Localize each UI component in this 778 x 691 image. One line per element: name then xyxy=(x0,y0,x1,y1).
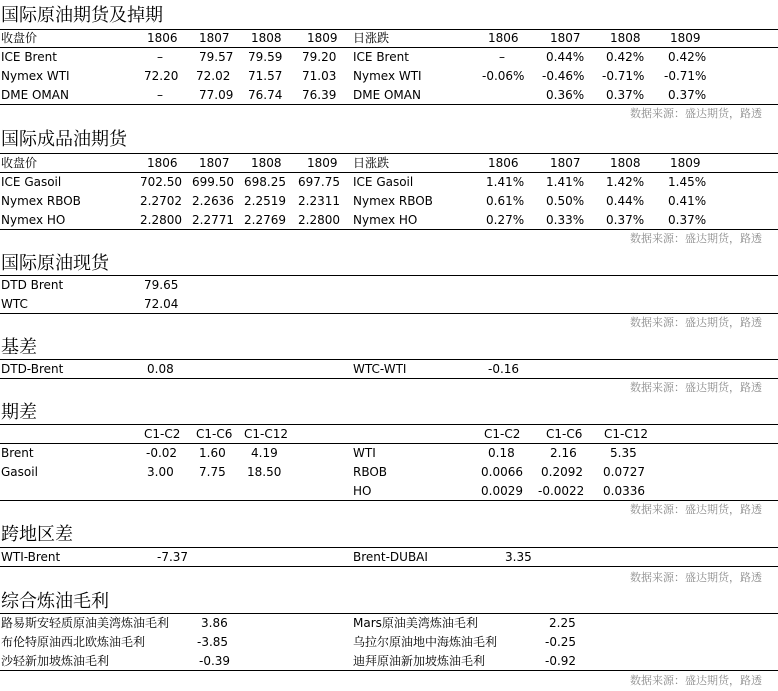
cell-value: 1.41% xyxy=(546,175,585,189)
source-note: 数据来源：盛达期货，路透 xyxy=(630,503,762,516)
header-divider xyxy=(0,172,778,173)
row-label: ICE Brent xyxy=(353,50,409,64)
section-divider xyxy=(0,359,778,360)
cell-value: 0.0336 xyxy=(603,484,645,498)
cell-value: 0.37% xyxy=(606,213,645,227)
row-label: 路易斯安轻质原油美湾炼油毛利 xyxy=(1,616,170,630)
section-divider xyxy=(0,670,778,671)
col-header: 1807 xyxy=(550,156,581,170)
cell-value: 0.42% xyxy=(668,50,707,64)
cell-value: – xyxy=(157,88,163,102)
cell-value: -0.46% xyxy=(542,69,585,83)
section-divider xyxy=(0,275,778,276)
cell-value: -0.92 xyxy=(545,654,577,668)
cell-value: 2.2800 xyxy=(140,213,182,227)
cell-value: -0.71% xyxy=(602,69,645,83)
cell-value: 0.37% xyxy=(668,88,707,102)
col-header: 1808 xyxy=(251,31,282,45)
cell-value: 1.42% xyxy=(606,175,645,189)
source-note: 数据来源：盛达期货，路透 xyxy=(630,571,762,584)
row-label: DME OMAN xyxy=(353,88,421,102)
col-header: 1808 xyxy=(251,156,282,170)
cell-value: 79.20 xyxy=(302,50,337,64)
section-divider xyxy=(0,229,778,230)
cell-value: 0.2092 xyxy=(541,465,583,479)
cell-value: 1.41% xyxy=(486,175,525,189)
cell-value: 79.59 xyxy=(248,50,283,64)
cell-value: 71.57 xyxy=(248,69,283,83)
section-divider xyxy=(0,378,778,379)
section-title-crude-futures: 国际原油期货及掉期 xyxy=(1,5,163,26)
source-note: 数据来源：盛达期货，路透 xyxy=(630,674,762,687)
cell-value: – xyxy=(157,50,163,64)
row-label: Nymex RBOB xyxy=(353,194,433,208)
cell-value: 0.18 xyxy=(488,446,515,460)
row-label: Mars原油美湾炼油毛利 xyxy=(353,616,478,630)
section-title-product-futures: 国际成品油期货 xyxy=(1,129,127,150)
row-label: Brent-DUBAI xyxy=(353,550,428,564)
col-header: 1809 xyxy=(307,156,338,170)
col-header: 1806 xyxy=(488,156,519,170)
cell-value: 2.16 xyxy=(550,446,577,460)
cell-value: 2.2636 xyxy=(192,194,234,208)
col-header: 1808 xyxy=(610,31,641,45)
cell-value: 3.86 xyxy=(201,616,228,630)
cell-value: -0.16 xyxy=(488,362,520,376)
cell-value: 3.35 xyxy=(505,550,532,564)
col-header: 1806 xyxy=(488,31,519,45)
cell-value: 2.2769 xyxy=(244,213,286,227)
section-title-refining-margin: 综合炼油毛利 xyxy=(1,591,109,612)
section-divider xyxy=(0,566,778,567)
source-note: 数据来源：盛达期货，路透 xyxy=(630,381,762,394)
col-header: 1809 xyxy=(307,31,338,45)
cell-value: 0.27% xyxy=(486,213,525,227)
cell-value: 76.39 xyxy=(302,88,337,102)
cell-value: 71.03 xyxy=(302,69,337,83)
row-label: 乌拉尔原油地中海炼油毛利 xyxy=(353,635,498,649)
col-header: 1809 xyxy=(670,31,701,45)
cell-value: 3.00 xyxy=(147,465,174,479)
cell-value: 0.44% xyxy=(606,194,645,208)
source-note: 数据来源：盛达期货，路透 xyxy=(630,232,762,245)
col-header: 1806 xyxy=(147,31,178,45)
cell-value: 77.09 xyxy=(199,88,234,102)
section-divider xyxy=(0,153,778,154)
section-title-spread: 期差 xyxy=(1,402,37,423)
col-header: 日涨跌 xyxy=(353,156,390,170)
row-label: Nymex HO xyxy=(353,213,418,227)
cell-value: -3.85 xyxy=(197,635,229,649)
row-label: Brent xyxy=(1,446,34,460)
cell-value: -0.71% xyxy=(664,69,707,83)
cell-value: 1.45% xyxy=(668,175,707,189)
cell-value: 2.2311 xyxy=(298,194,340,208)
cell-value: -0.06% xyxy=(482,69,525,83)
header-divider xyxy=(0,47,778,48)
section-divider xyxy=(0,313,778,314)
cell-value: 76.74 xyxy=(248,88,283,102)
row-label: 布伦特原油西北欧炼油毛利 xyxy=(1,635,146,649)
cell-value: 0.0727 xyxy=(603,465,645,479)
row-label: Nymex WTI xyxy=(1,69,70,83)
row-label: WTC-WTI xyxy=(353,362,407,376)
col-header: 收盘价 xyxy=(1,156,38,170)
cell-value: -0.0022 xyxy=(538,484,585,498)
row-label: RBOB xyxy=(353,465,388,479)
source-note: 数据来源：盛达期货，路透 xyxy=(630,316,762,329)
col-header: 1807 xyxy=(199,31,230,45)
cell-value: 0.61% xyxy=(486,194,525,208)
row-label: ICE Gasoil xyxy=(353,175,414,189)
cell-value: 1.60 xyxy=(199,446,226,460)
cell-value: 0.36% xyxy=(546,88,585,102)
cell-value: 697.75 xyxy=(298,175,340,189)
row-label: WTI-Brent xyxy=(1,550,61,564)
col-header: C1-C12 xyxy=(244,427,288,441)
row-label: Nymex RBOB xyxy=(1,194,81,208)
cell-value: – xyxy=(499,50,505,64)
row-label: DTD-Brent xyxy=(1,362,64,376)
cell-value: 4.19 xyxy=(251,446,278,460)
header-divider xyxy=(0,443,778,444)
section-divider xyxy=(0,424,778,425)
cell-value: 2.2519 xyxy=(244,194,286,208)
col-header: 1809 xyxy=(670,156,701,170)
col-header: C1-C6 xyxy=(546,427,583,441)
col-header: 1808 xyxy=(610,156,641,170)
row-label: Nymex HO xyxy=(1,213,66,227)
cell-value: 79.65 xyxy=(144,278,179,292)
section-title-inter-region: 跨地区差 xyxy=(1,524,73,545)
row-label: Nymex WTI xyxy=(353,69,422,83)
col-header: 1807 xyxy=(199,156,230,170)
cell-value: 0.37% xyxy=(606,88,645,102)
col-header: 1806 xyxy=(147,156,178,170)
cell-value: 18.50 xyxy=(247,465,282,479)
col-header: 收盘价 xyxy=(1,31,38,45)
cell-value: 0.33% xyxy=(546,213,585,227)
cell-value: 0.0029 xyxy=(481,484,523,498)
cell-value: 79.57 xyxy=(199,50,234,64)
section-divider xyxy=(0,547,778,548)
cell-value: 72.04 xyxy=(144,297,179,311)
row-label: WTI xyxy=(353,446,376,460)
row-label: 迪拜原油新加坡炼油毛利 xyxy=(353,654,486,668)
cell-value: 702.50 xyxy=(140,175,182,189)
cell-value: 72.02 xyxy=(196,69,231,83)
cell-value: 0.41% xyxy=(668,194,707,208)
row-label: ICE Brent xyxy=(1,50,57,64)
row-label: DME OMAN xyxy=(1,88,69,102)
row-label: DTD Brent xyxy=(1,278,64,292)
section-divider xyxy=(0,613,778,614)
col-header: 日涨跌 xyxy=(353,31,390,45)
cell-value: 0.0066 xyxy=(481,465,523,479)
section-divider xyxy=(0,104,778,105)
cell-value: 0.44% xyxy=(546,50,585,64)
cell-value: 2.2771 xyxy=(192,213,234,227)
col-header: 1807 xyxy=(550,31,581,45)
section-divider xyxy=(0,500,778,501)
cell-value: -0.39 xyxy=(199,654,231,668)
cell-value: 0.08 xyxy=(147,362,174,376)
col-header: C1-C2 xyxy=(484,427,521,441)
cell-value: 2.2800 xyxy=(298,213,340,227)
row-label: Gasoil xyxy=(1,465,38,479)
cell-value: 0.37% xyxy=(668,213,707,227)
cell-value: 2.2702 xyxy=(140,194,182,208)
cell-value: 0.42% xyxy=(606,50,645,64)
col-header: C1-C12 xyxy=(604,427,648,441)
cell-value: 7.75 xyxy=(199,465,226,479)
section-title-basis: 基差 xyxy=(1,337,37,358)
section-title-crude-spot: 国际原油现货 xyxy=(1,253,109,274)
cell-value: 698.25 xyxy=(244,175,286,189)
cell-value: -0.02 xyxy=(146,446,178,460)
cell-value: 0.50% xyxy=(546,194,585,208)
col-header: C1-C6 xyxy=(196,427,233,441)
cell-value: 2.25 xyxy=(549,616,576,630)
row-label: WTC xyxy=(1,297,28,311)
cell-value: -0.25 xyxy=(545,635,577,649)
cell-value: 699.50 xyxy=(192,175,234,189)
row-label: HO xyxy=(353,484,372,498)
row-label: ICE Gasoil xyxy=(1,175,62,189)
cell-value: 72.20 xyxy=(144,69,179,83)
source-note: 数据来源：盛达期货，路透 xyxy=(630,107,762,120)
col-header: C1-C2 xyxy=(144,427,181,441)
cell-value: -7.37 xyxy=(157,550,189,564)
row-label: 沙轻新加坡炼油毛利 xyxy=(1,654,110,668)
cell-value: 5.35 xyxy=(610,446,637,460)
